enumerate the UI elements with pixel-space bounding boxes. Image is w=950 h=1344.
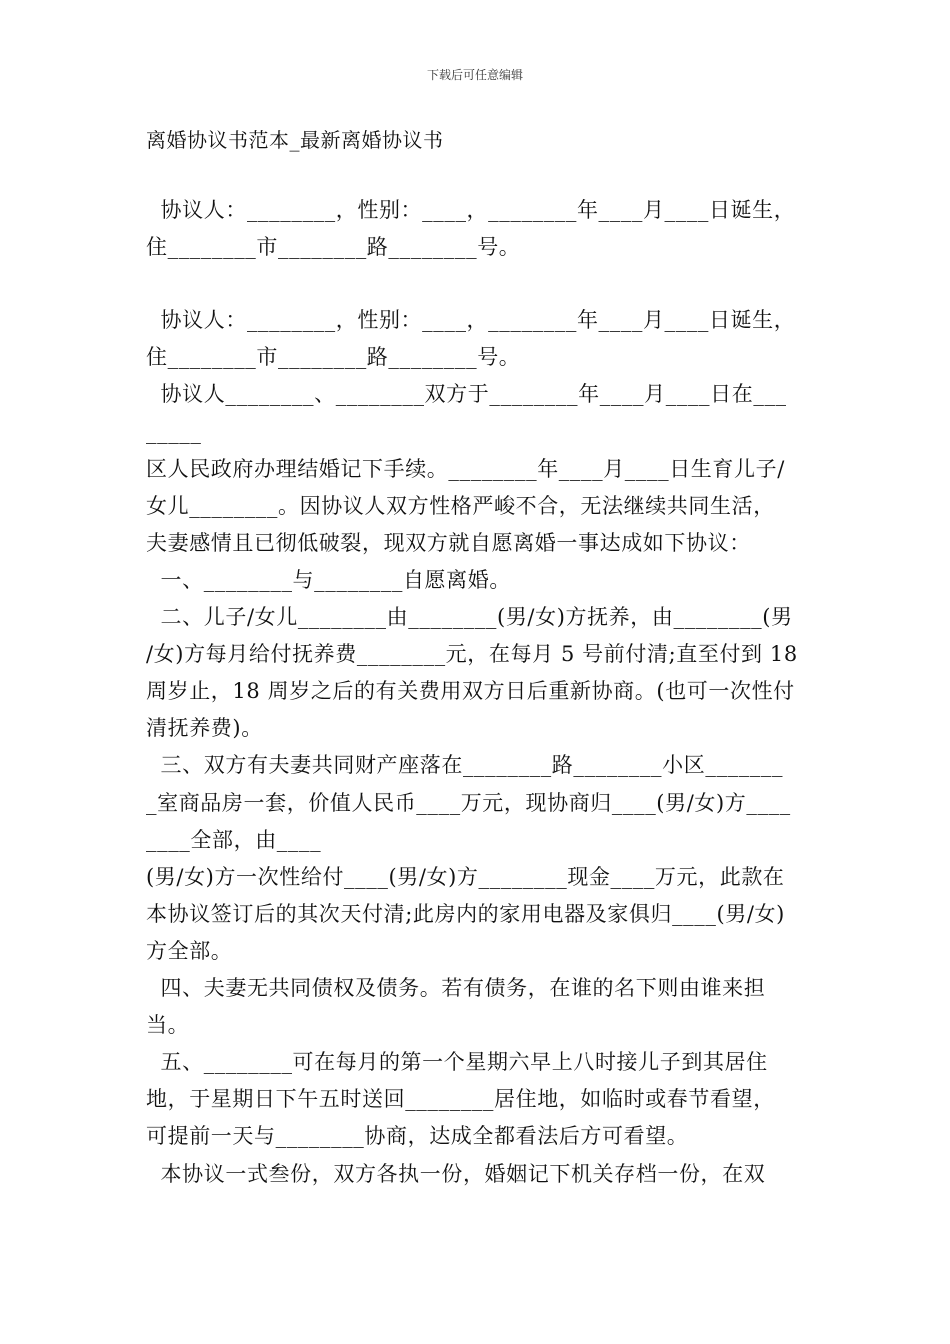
document-title: 离婚协议书范本_最新离婚协议书 — [146, 128, 444, 152]
paragraph-line: (男/女)方一次性给付____(男/女)方________现金____万元，此款在 — [146, 865, 785, 889]
paragraph-line: 住________市________路________号。 — [146, 235, 521, 259]
paragraph-line: 协议人：________，性别：____，________年____月____日诞生， — [146, 198, 796, 222]
paragraph-line: 本协议一式叁份，双方各执一份，婚姻记下机关存档一份，在双 — [146, 1162, 766, 1186]
paragraph-line: 区人民政府办理结婚记下手续。________年____月____日生育儿子/ — [146, 457, 785, 481]
paragraph-line: 地，于星期日下午五时送回________居住地，如临时或春节看望， — [146, 1087, 775, 1111]
paragraph-line: 一、________与________自愿离婚。 — [146, 568, 511, 592]
paragraph-line: 协议人________、________双方于________年____月____日在___ — [146, 382, 787, 406]
paragraph-line: 住________市________路________号。 — [146, 345, 521, 369]
paragraph-line: 当。 — [146, 1013, 190, 1037]
paragraph-line: 清抚养费)。 — [146, 716, 263, 740]
paragraph-line: 夫妻感情且已彻低破裂，现双方就自愿离婚一事达成如下协议： — [146, 531, 751, 555]
paragraph-line: _室商品房一套，价值人民币____万元，现协商归____(男/女)方____ — [146, 791, 791, 815]
paragraph-line: 可提前一天与________协商，达成全都看法后方可看望。 — [146, 1124, 689, 1148]
paragraph-line: _____ — [146, 420, 202, 444]
paragraph-line: 方全部。 — [146, 939, 233, 963]
paragraph-line: 三、双方有夫妻共同财产座落在________路________小区_______ — [146, 753, 784, 777]
paragraph-line: ____全部，由____ — [146, 828, 322, 852]
paragraph-line: 女儿________。因协议人双方性格严峻不合，无法继续共同生活， — [146, 494, 775, 518]
paragraph-line: 四、夫妻无共同债权及债务。若有债务，在谁的名下则由谁来担 — [146, 976, 766, 1000]
paragraph-line: 本协议签订后的其次天付清;此房内的家用电器及家俱归____(男/女) — [146, 902, 785, 926]
paragraph-line: 周岁止，18 周岁之后的有关费用双方日后重新协商。(也可一次性付 — [146, 679, 795, 703]
paragraph-line: 协议人：________，性别：____，________年____月____日诞生， — [146, 308, 796, 332]
paragraph-line: 二、儿子/女儿________由________(男/女)方抚养，由________(男 — [146, 605, 793, 629]
paragraph-line: /女)方每月给付抚养费________元，在每月 5 号前付清;直至付到 18 — [146, 642, 798, 666]
header-note: 下载后可任意编辑 — [426, 68, 523, 82]
paragraph-line: 五、________可在每月的第一个星期六早上八时接儿子到其居住 — [146, 1050, 768, 1074]
